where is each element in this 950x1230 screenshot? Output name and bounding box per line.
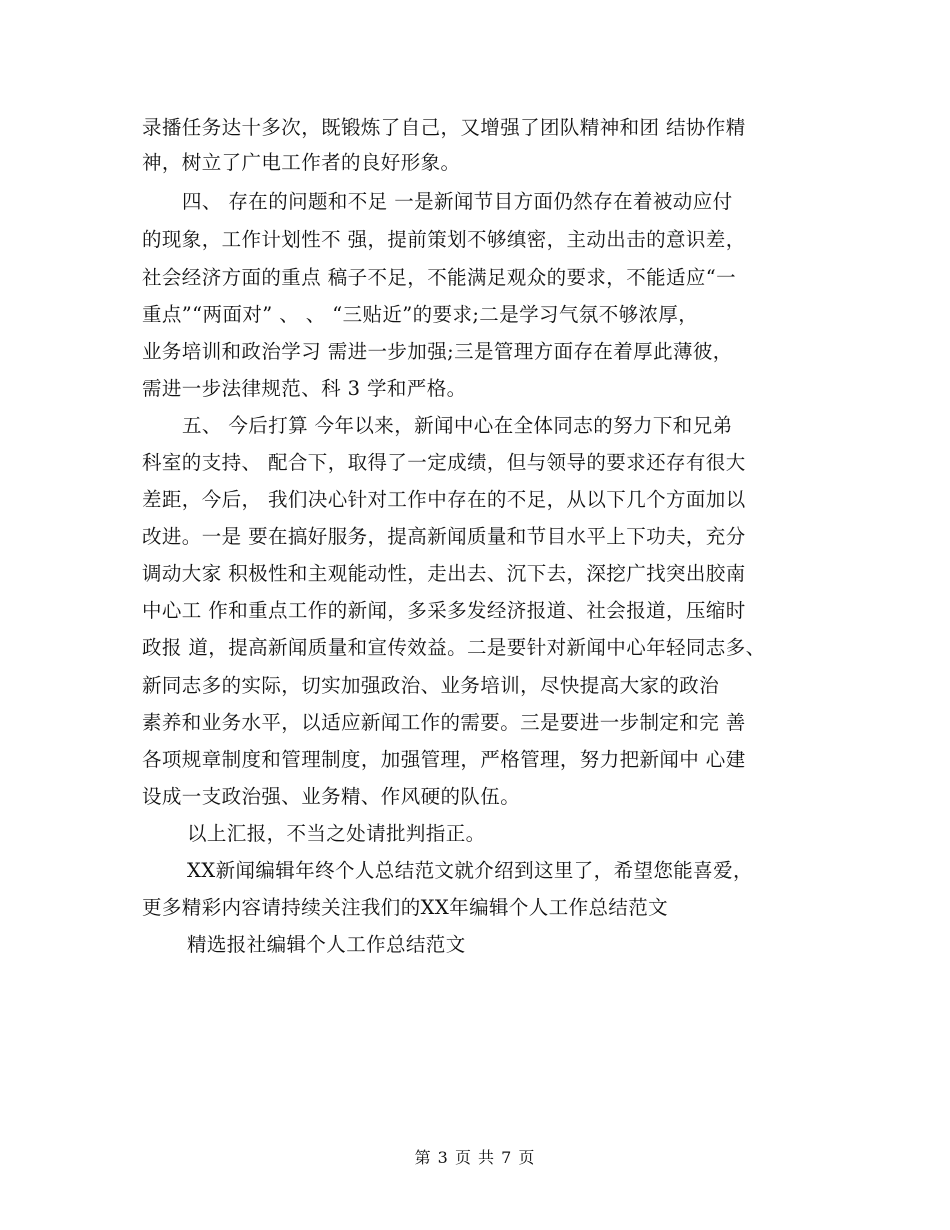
text-line: 精选报社编辑个人工作总结范文 bbox=[187, 933, 466, 956]
text-line: 设成一支政治强、业务精、作风硬的队伍。 bbox=[142, 785, 521, 808]
text-line: 重点”“两面对” 、 、 “三贴近”的要求;二是学习气氛不够浓厚， bbox=[142, 303, 699, 326]
text-line: 录播任务达十多次，既锻炼了自己，又增强了团队精神和团 结协作精 bbox=[142, 116, 746, 139]
text-line: 四、 存在的问题和不足 一是新闻节目方面仍然存在着被动应付 bbox=[182, 190, 733, 213]
text-line: XX新闻编辑年终个人总结范文就介绍到这里了，希望您能喜爱， bbox=[187, 859, 753, 882]
text-line: 调动大家 积极性和主观能动性，走出去、沉下去，深挖广找突出胶南 bbox=[142, 562, 746, 585]
text-line: 更多精彩内容请持续关注我们的XX年编辑个人工作总结范文 bbox=[142, 896, 669, 919]
text-line: 业务培训和政治学习 需进一步加强;三是管理方面存在着厚此薄彼， bbox=[142, 340, 733, 363]
text-line: 社会经济方面的重点 稿子不足，不能满足观众的要求，不能适应“一 bbox=[142, 266, 737, 289]
text-line: 政报 道，提高新闻质量和宣传效益。二是要针对新闻中心年轻同志多、 bbox=[142, 636, 766, 659]
text-line: 改进。一是 要在搞好服务，提高新闻质量和节目水平上下功夫，充分 bbox=[142, 525, 746, 548]
text-line: 需进一步法律规范、科 3 学和严格。 bbox=[142, 377, 467, 400]
text-line: 以上汇报，不当之处请批判指正。 bbox=[187, 822, 486, 845]
text-line: 的现象，工作计划性不 强，提前策划不够缜密，主动出击的意识差， bbox=[142, 228, 746, 251]
text-line: 神，树立了广电工作者的良好形象。 bbox=[142, 151, 461, 174]
text-line: 各项规章制度和管理制度，加强管理，严格管理，努力把新闻中 心建 bbox=[142, 748, 746, 771]
text-line: 素养和业务水平，以适应新闻工作的需要。三是要进一步制定和完 善 bbox=[142, 711, 746, 734]
text-line: 新同志多的实际，切实加强政治、业务培训，尽快提高大家的政治 bbox=[142, 674, 720, 697]
text-line: 科室的支持、 配合下，取得了一定成绩，但与领导的要求还存有很大 bbox=[142, 451, 746, 474]
page-footer: 第 3 页 共 7 页 bbox=[414, 1148, 536, 1167]
text-line: 差距，今后， 我们决心针对工作中存在的不足，从以下几个方面加以 bbox=[142, 488, 746, 511]
text-line: 五、 今后打算 今年以来，新闻中心在全体同志的努力下和兄弟 bbox=[182, 414, 733, 437]
text-line: 中心工 作和重点工作的新闻，多采多发经济报道、社会报道，压缩时 bbox=[142, 599, 746, 622]
